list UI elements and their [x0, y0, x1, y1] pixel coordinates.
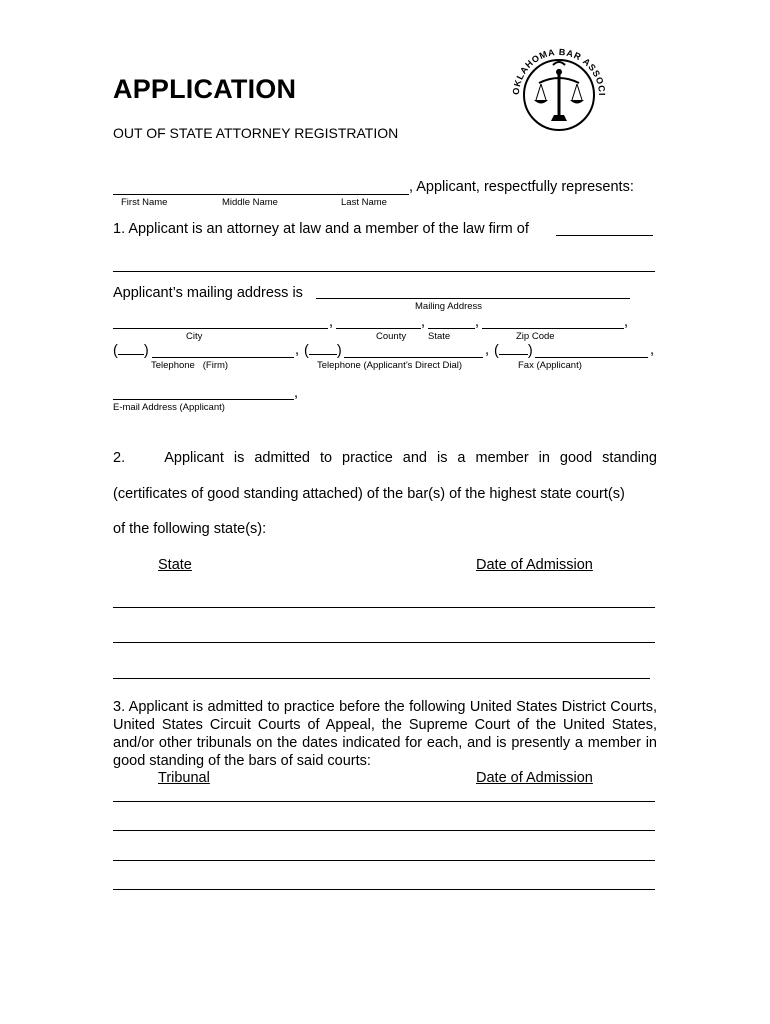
county-line[interactable]: [336, 328, 421, 329]
tribunal-entry-line[interactable]: [113, 830, 655, 831]
last-name-label: Last Name: [341, 197, 387, 208]
law-firm-text: 1. Applicant is an attorney at law and a member of the law firm of: [113, 221, 529, 237]
tribunal-entry-line[interactable]: [113, 889, 655, 890]
state-line[interactable]: [428, 328, 475, 329]
tribunal-column-header: Tribunal: [158, 770, 210, 786]
comma: ,: [475, 314, 480, 330]
zip-code-line[interactable]: [482, 328, 624, 329]
seal-icon: [505, 45, 610, 140]
bar-association-seal: [505, 45, 610, 140]
comma: ,: [421, 314, 426, 330]
mailing-address-line[interactable]: [316, 298, 630, 299]
zip-code-label: Zip Code: [516, 331, 555, 342]
tribunal-entry-line[interactable]: [113, 860, 655, 861]
applicant-name-line[interactable]: [113, 194, 409, 195]
firm-telephone-label: Telephone (Firm): [151, 360, 229, 371]
county-label: County: [376, 331, 407, 342]
city-label: City: [186, 331, 203, 342]
comma: ,: [624, 314, 629, 330]
state-column-header: State: [158, 557, 192, 573]
applicant-represents-text: , Applicant, respectfully represents:: [409, 179, 634, 195]
state-entry-line[interactable]: [113, 607, 655, 608]
law-firm-line[interactable]: [556, 235, 653, 236]
state-entry-line[interactable]: [113, 642, 655, 643]
item2-line1: 2. Applicant is admitted to practice and is a member in good standing: [113, 450, 657, 466]
comma: ,: [294, 385, 299, 401]
law-firm-line-continued[interactable]: [113, 271, 655, 272]
page-title: APPLICATION: [113, 74, 297, 104]
firm-phone-area-code[interactable]: ( ): [113, 343, 149, 359]
comma: ,: [329, 314, 334, 330]
page-subtitle: OUT OF STATE ATTORNEY REGISTRATION: [113, 125, 399, 141]
middle-name-label: Middle Name: [222, 197, 278, 208]
fax-label: Fax (Applicant): [518, 360, 582, 371]
direct-dial-area-code[interactable]: ( ): [304, 343, 342, 359]
first-name-label: First Name: [121, 197, 168, 208]
item3-paragraph: 3. Applicant is admitted to practice before the following United States District Courts, United States Circuit Courts of Appeal, the Supreme Court of the United States, and/or other tribunals on the dates indicated for each, and is presently a member in good standing of the bars of said courts:: [113, 699, 657, 769]
firm-phone-line[interactable]: [152, 357, 294, 358]
item2-line3: of the following state(s):: [113, 521, 267, 537]
mailing-address-text: Applicant’s mailing address is: [113, 285, 303, 301]
tribunal-date-column-header: Date of Admission: [476, 770, 593, 786]
mailing-address-label: Mailing Address: [415, 301, 483, 312]
comma: ,: [295, 342, 300, 358]
fax-area-code[interactable]: ( ): [494, 343, 533, 359]
state-entry-line[interactable]: [113, 678, 650, 679]
comma: ,: [650, 342, 655, 358]
tribunal-entry-line[interactable]: [113, 801, 655, 802]
svg-text:OKLAHOMA BAR ASSOCIATION: OKLAHOMA BAR ASSOCI: [510, 46, 608, 97]
item2-line2: (certificates of good standing attached) of the bar(s) of the highest state court(s): [113, 486, 625, 502]
fax-line[interactable]: [535, 357, 648, 358]
state-label: State: [428, 331, 451, 342]
date-column-header: Date of Admission: [476, 557, 593, 573]
direct-dial-label: Telephone (Applicant’s Direct Dial): [317, 360, 463, 371]
comma: ,: [485, 342, 490, 358]
city-line[interactable]: [113, 328, 328, 329]
direct-dial-line[interactable]: [344, 357, 483, 358]
email-line[interactable]: [113, 399, 294, 400]
email-label: E-mail Address (Applicant): [113, 402, 225, 413]
